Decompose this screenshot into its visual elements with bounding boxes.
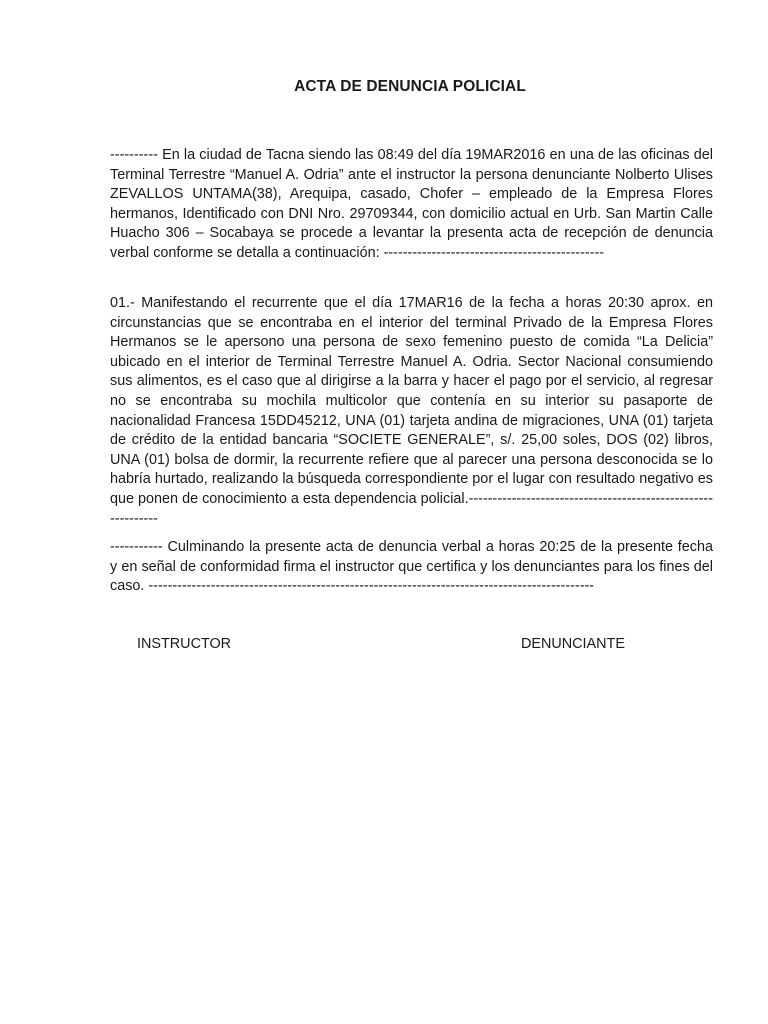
- signature-label-denunciante: DENUNCIANTE: [521, 636, 625, 652]
- signature-label-instructor: INSTRUCTOR: [137, 636, 232, 652]
- paragraph-statement: 01.- Manifestando el recurrente que el día 17MAR16 de la fecha a horas 20:30 aprox. en circunstancias que se encontraba en el interior del terminal Privado de la Empresa Flores Hermanos se le apersono una persona de sexo femenino puesto de comida “La Delicia” ubicado en el interior de Terminal Terrestre Manuel A. Odria. Sector Nacional consumiendo sus alimentos, es el caso que al dirigirse a la barra y hacer el pago por el servicio, al regresar no se encontraba su mochila multicolor que contenía en su interior su pasaporte de nacionalidad Francesa 15DD45212, UNA (01) tarjeta andina de migraciones, UNA (01) tarjeta de crédito de la entidad bancaria “SOCIETE GENERALE”, s/. 25,00 soles, DOS (02) libros, UNA (01) bolsa de dormir, la recurrente refiere que al parecer una persona desconocida se lo habría hurtado, realizando la búsqueda correspondiente por el lugar con resultado negativo es que ponen de conocimiento a esta dependencia policial.-------------------------------------------------------------: [110, 295, 713, 527]
- paragraph-closing: ----------- Culminando la presente acta de denuncia verbal a horas 20:25 de la presente fecha y en señal de conformidad firma el instructor que certifica y los denunciantes para los fines del caso. ---------------------------------------------------------------------------------------------: [110, 539, 713, 595]
- paragraph-intro: ---------- En la ciudad de Tacna siendo las 08:49 del día 19MAR2016 en una de las oficinas del Terminal Terrestre “Manuel A. Odria” ante el instructor la persona denunciante Nolberto Ulises ZEVALLOS UNTAMA(38), Arequipa, casado, Chofer – empleado de la Empresa Flores hermanos, Identificado con DNI Nro. 29709344, con domicilio actual en Urb. San Martin Calle Huacho 306 – Socabaya se procede a levantar la presenta acta de recepción de denuncia verbal conforme se detalla a continuación: ----------------------------------------------: [110, 147, 713, 261]
- document-title: ACTA DE DENUNCIA POLICIAL: [294, 78, 526, 95]
